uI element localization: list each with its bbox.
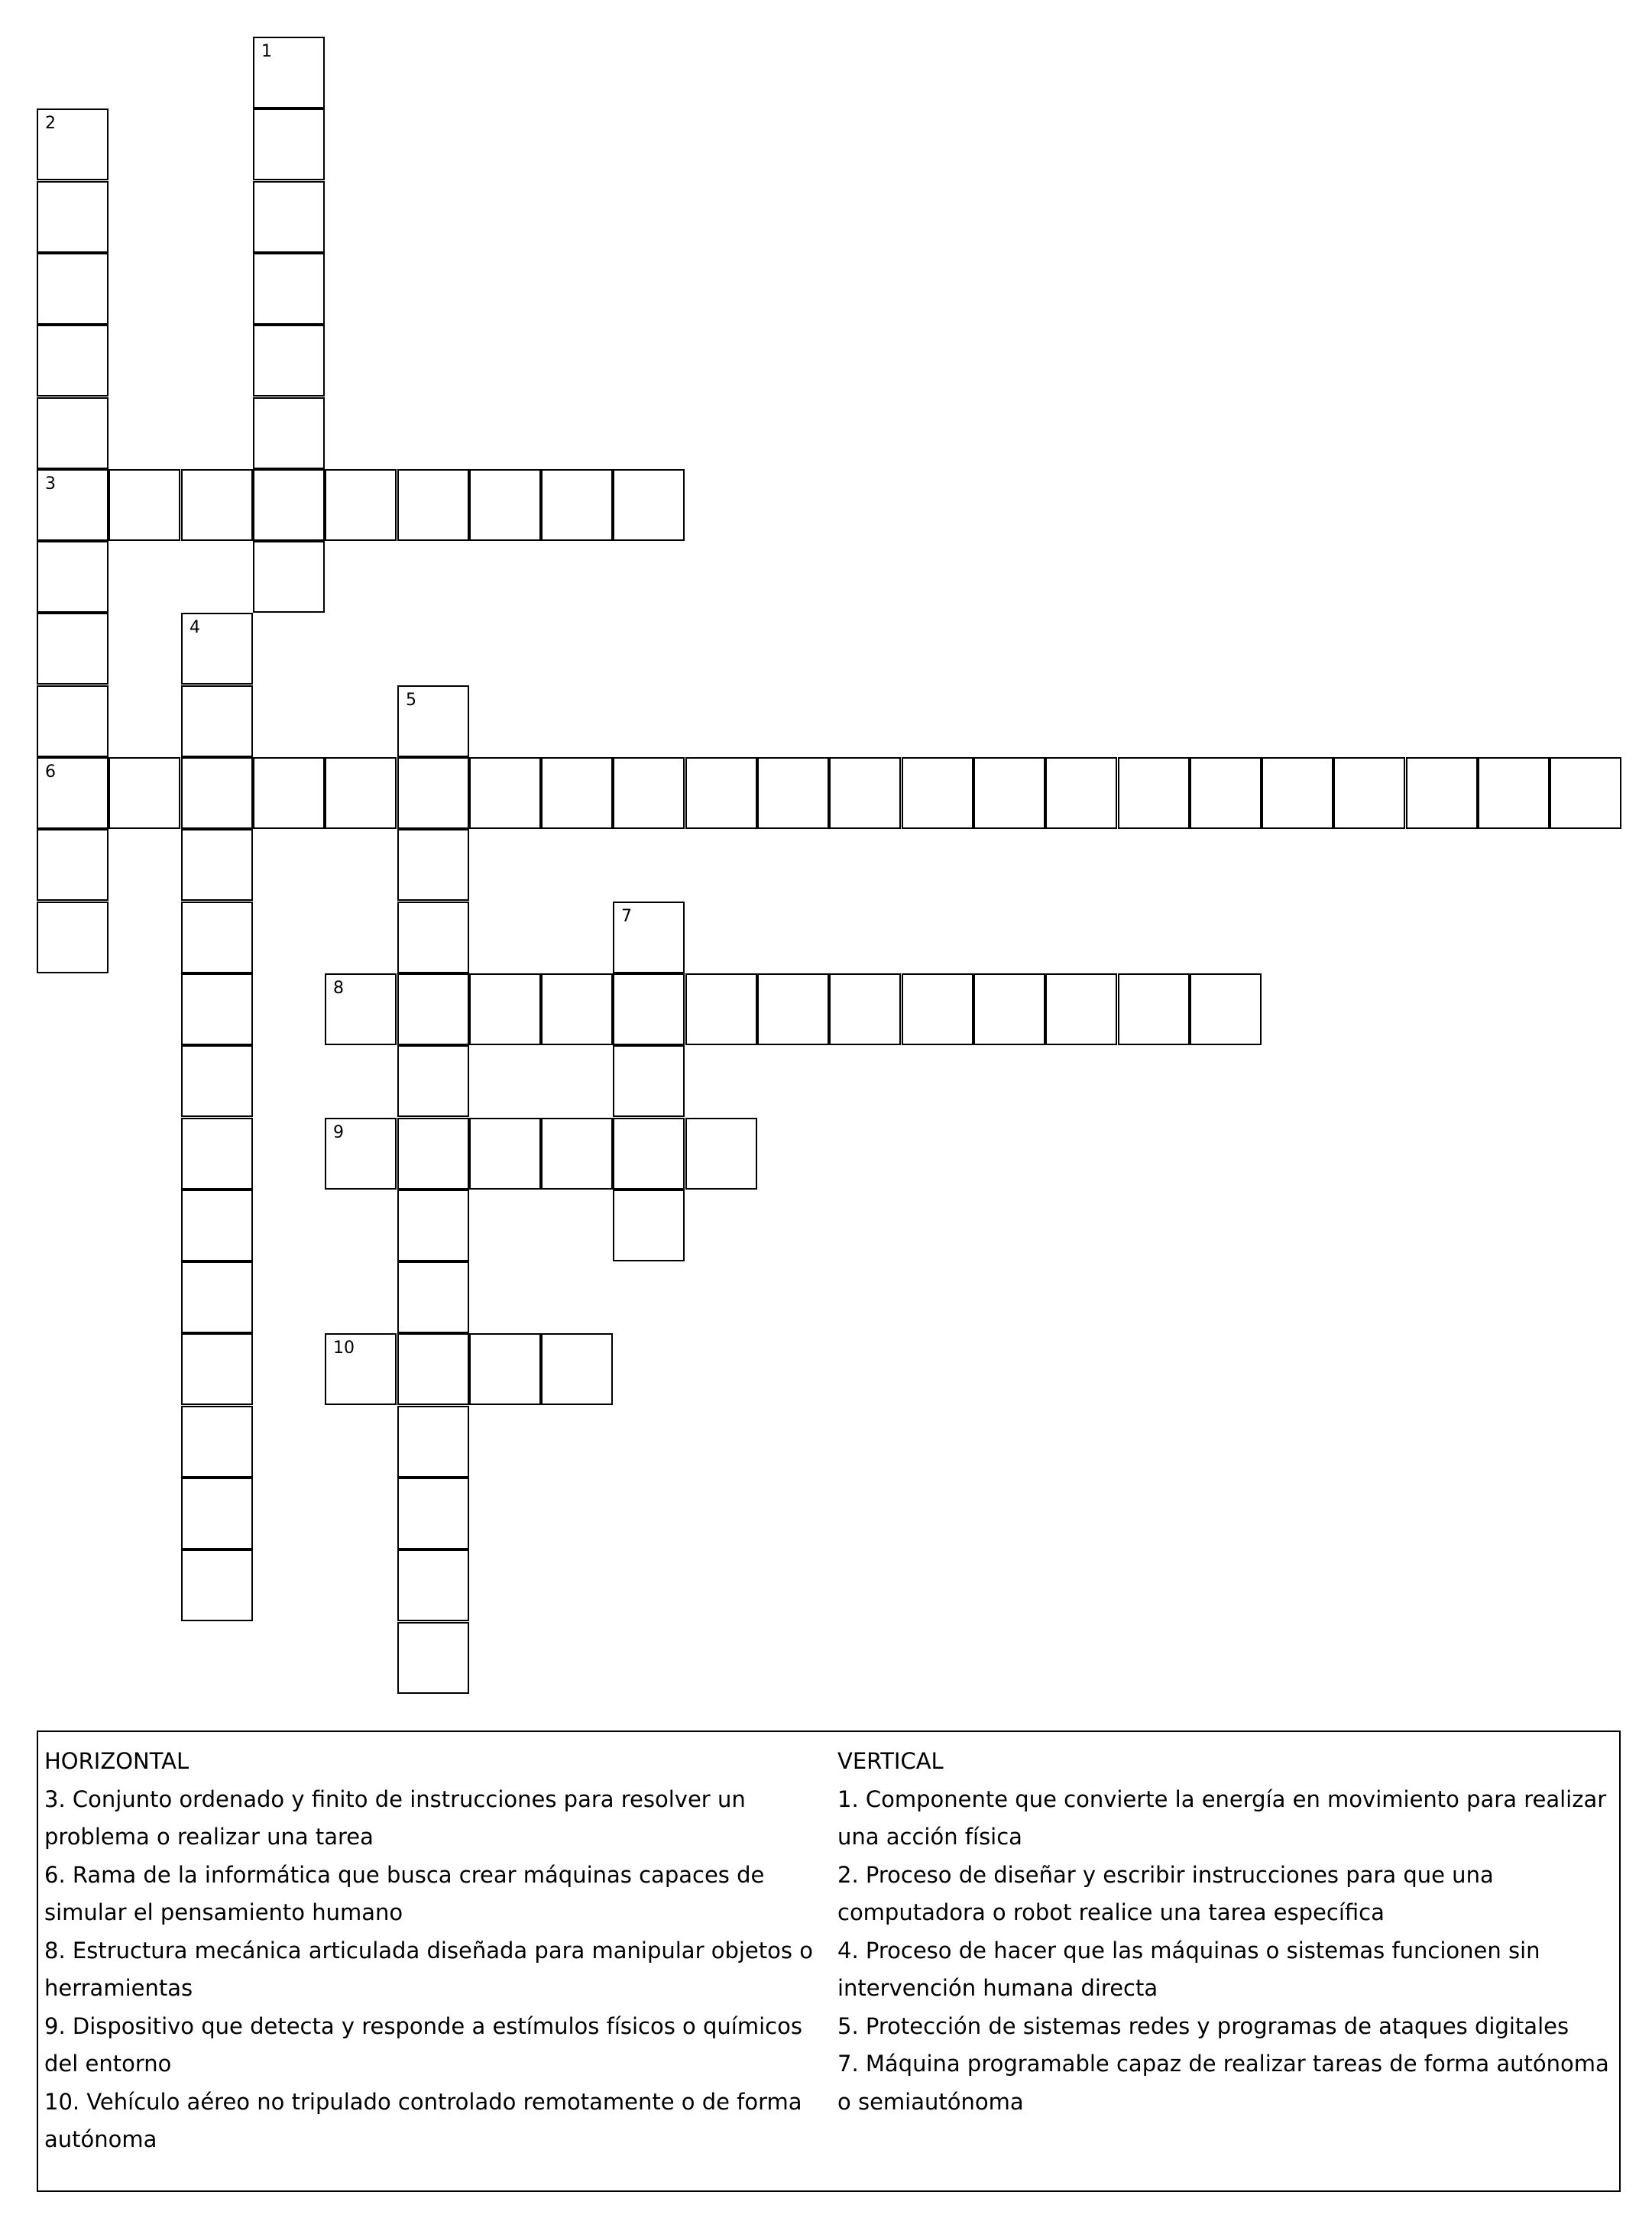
- crossword-cell[interactable]: [973, 973, 1045, 1045]
- crossword-cell[interactable]: [397, 757, 469, 829]
- crossword-cell[interactable]: [181, 1118, 253, 1190]
- clue-number: 4: [189, 618, 200, 637]
- clue-down-1: 1. Componente que convierte la energía en movimiento para realizar una acción física: [837, 1786, 1607, 1850]
- crossword-cell[interactable]: [181, 1190, 253, 1261]
- crossword-cell[interactable]: [181, 757, 253, 829]
- crossword-cell[interactable]: [397, 1333, 469, 1405]
- crossword-cell[interactable]: [37, 181, 109, 253]
- vertical-heading: VERTICAL: [837, 1748, 944, 1774]
- clue-number: 3: [45, 474, 56, 494]
- crossword-cell[interactable]: [1045, 757, 1117, 829]
- crossword-cell[interactable]: [325, 973, 397, 1045]
- crossword-cell[interactable]: [469, 1118, 541, 1190]
- crossword-cell[interactable]: [181, 1406, 253, 1478]
- crossword-cell[interactable]: [613, 1190, 685, 1261]
- crossword-cell[interactable]: [757, 973, 829, 1045]
- crossword-cell[interactable]: [253, 757, 325, 829]
- crossword-cell[interactable]: [397, 1045, 469, 1117]
- crossword-cell[interactable]: [613, 757, 685, 829]
- clue-across-10: 10. Vehículo aéreo no tripulado controlado remotamente o de forma autónoma: [44, 2088, 802, 2152]
- crossword-cell[interactable]: [253, 469, 325, 541]
- crossword-cell[interactable]: [37, 757, 109, 829]
- clue-across-9: 9. Dispositivo que detecta y responde a estímulos físicos o químicos del entorno: [44, 2012, 802, 2077]
- crossword-cell[interactable]: [973, 757, 1045, 829]
- crossword-cell[interactable]: [37, 397, 109, 469]
- crossword-cell[interactable]: [541, 1118, 613, 1190]
- crossword-cell[interactable]: [181, 1478, 253, 1549]
- crossword-cell[interactable]: [1118, 757, 1190, 829]
- crossword-cell[interactable]: [181, 1549, 253, 1621]
- horizontal-heading: HORIZONTAL: [44, 1748, 189, 1774]
- crossword-cell[interactable]: [757, 757, 829, 829]
- crossword-cell[interactable]: [253, 181, 325, 253]
- crossword-cell[interactable]: [37, 108, 109, 180]
- crossword-cell[interactable]: [325, 469, 397, 541]
- crossword-cell[interactable]: [902, 973, 973, 1045]
- crossword-cell[interactable]: [253, 37, 325, 108]
- crossword-cell[interactable]: [181, 973, 253, 1045]
- crossword-cell[interactable]: [613, 973, 685, 1045]
- crossword-cell[interactable]: [902, 757, 973, 829]
- crossword-cell[interactable]: [613, 1118, 685, 1190]
- crossword-cell[interactable]: [397, 469, 469, 541]
- crossword-cell[interactable]: [469, 1333, 541, 1405]
- crossword-cell[interactable]: [397, 1549, 469, 1621]
- crossword-cell[interactable]: [469, 469, 541, 541]
- crossword-cell[interactable]: [1406, 757, 1478, 829]
- crossword-cell[interactable]: [1550, 757, 1621, 829]
- crossword-cell[interactable]: [685, 757, 757, 829]
- crossword-cell[interactable]: [37, 253, 109, 325]
- crossword-cell[interactable]: [181, 902, 253, 973]
- crossword-cell[interactable]: [397, 829, 469, 901]
- crossword-cell[interactable]: [181, 829, 253, 901]
- clue-down-5: 5. Protección de sistemas redes y programas de ataques digitales: [837, 2012, 1569, 2039]
- crossword-cell[interactable]: [397, 1261, 469, 1333]
- crossword-cell[interactable]: [253, 108, 325, 180]
- crossword-cell[interactable]: [253, 541, 325, 613]
- clue-down-2: 2. Proceso de diseñar y escribir instrucciones para que una computadora o robot realice una tarea específica: [837, 1861, 1494, 1925]
- crossword-cell[interactable]: [181, 685, 253, 757]
- crossword-cell[interactable]: [397, 973, 469, 1045]
- crossword-cell[interactable]: [685, 1118, 757, 1190]
- crossword-cell[interactable]: [469, 973, 541, 1045]
- clues-box: [37, 1731, 1621, 2192]
- crossword-cell[interactable]: [1262, 757, 1333, 829]
- clue-number: 8: [333, 979, 344, 998]
- crossword-cell[interactable]: [109, 757, 180, 829]
- crossword-cell[interactable]: [37, 902, 109, 973]
- crossword-cell[interactable]: [541, 1333, 613, 1405]
- clue-number: 10: [333, 1339, 355, 1358]
- horizontal-clues-column: [44, 1743, 831, 2159]
- crossword-cell[interactable]: [253, 397, 325, 469]
- crossword-cell[interactable]: [181, 1333, 253, 1405]
- crossword-cell[interactable]: [613, 902, 685, 973]
- crossword-cell[interactable]: [829, 757, 901, 829]
- crossword-cell[interactable]: [1045, 973, 1117, 1045]
- crossword-cell[interactable]: [109, 469, 180, 541]
- clue-number: 1: [261, 42, 272, 61]
- crossword-cell[interactable]: [1478, 757, 1550, 829]
- crossword-cell[interactable]: [37, 541, 109, 613]
- crossword-cell[interactable]: [397, 685, 469, 757]
- crossword-cell[interactable]: [1333, 757, 1405, 829]
- clue-number: 2: [45, 114, 56, 133]
- crossword-cell[interactable]: [541, 973, 613, 1045]
- crossword-cell[interactable]: [613, 1045, 685, 1117]
- crossword-cell[interactable]: [397, 902, 469, 973]
- crossword-cell[interactable]: [325, 757, 397, 829]
- crossword-cell[interactable]: [397, 1622, 469, 1694]
- crossword-cell[interactable]: [685, 973, 757, 1045]
- clue-down-7: 7. Máquina programable capaz de realizar tareas de forma autónoma o semiautónoma: [837, 2051, 1609, 2115]
- clue-across-8: 8. Estructura mecánica articulada diseñada para manipular objetos o herramientas: [44, 1937, 813, 2001]
- vertical-clues-column: [837, 1743, 1617, 2121]
- clue-number: 5: [406, 691, 416, 710]
- crossword-cell[interactable]: [181, 1261, 253, 1333]
- crossword-cell[interactable]: [541, 469, 613, 541]
- crossword-cell[interactable]: [1118, 973, 1190, 1045]
- crossword-cell[interactable]: [253, 325, 325, 397]
- crossword-cell[interactable]: [325, 1333, 397, 1405]
- crossword-cell[interactable]: [397, 1406, 469, 1478]
- crossword-cell[interactable]: [469, 757, 541, 829]
- crossword-cell[interactable]: [37, 325, 109, 397]
- crossword-cell[interactable]: [253, 253, 325, 325]
- crossword-cell[interactable]: [181, 469, 253, 541]
- crossword-cell[interactable]: [37, 829, 109, 901]
- crossword-cell[interactable]: [37, 613, 109, 685]
- crossword-cell[interactable]: [181, 1045, 253, 1117]
- crossword-cell[interactable]: [1190, 757, 1262, 829]
- crossword-cell[interactable]: [397, 1118, 469, 1190]
- crossword-cell[interactable]: [37, 685, 109, 757]
- crossword-cell[interactable]: [613, 469, 685, 541]
- clue-number: 7: [621, 907, 632, 926]
- crossword-cell[interactable]: [829, 973, 901, 1045]
- crossword-cell[interactable]: [541, 757, 613, 829]
- clue-down-4: 4. Proceso de hacer que las máquinas o sistemas funcionen sin intervención humana directa: [837, 1937, 1540, 2001]
- clue-across-6: 6. Rama de la informática que busca crear máquinas capaces de simular el pensamiento humano: [44, 1861, 765, 1925]
- crossword-cell[interactable]: [397, 1190, 469, 1261]
- crossword-cell[interactable]: [325, 1118, 397, 1190]
- clue-number: 9: [333, 1123, 344, 1142]
- clue-number: 6: [45, 762, 56, 782]
- clue-across-3: 3. Conjunto ordenado y finito de instrucciones para resolver un problema o realizar una tarea: [44, 1786, 746, 1850]
- crossword-cell[interactable]: [397, 1478, 469, 1549]
- crossword-cell[interactable]: [181, 613, 253, 685]
- crossword-cell[interactable]: [1190, 973, 1262, 1045]
- crossword-cell[interactable]: [37, 469, 109, 541]
